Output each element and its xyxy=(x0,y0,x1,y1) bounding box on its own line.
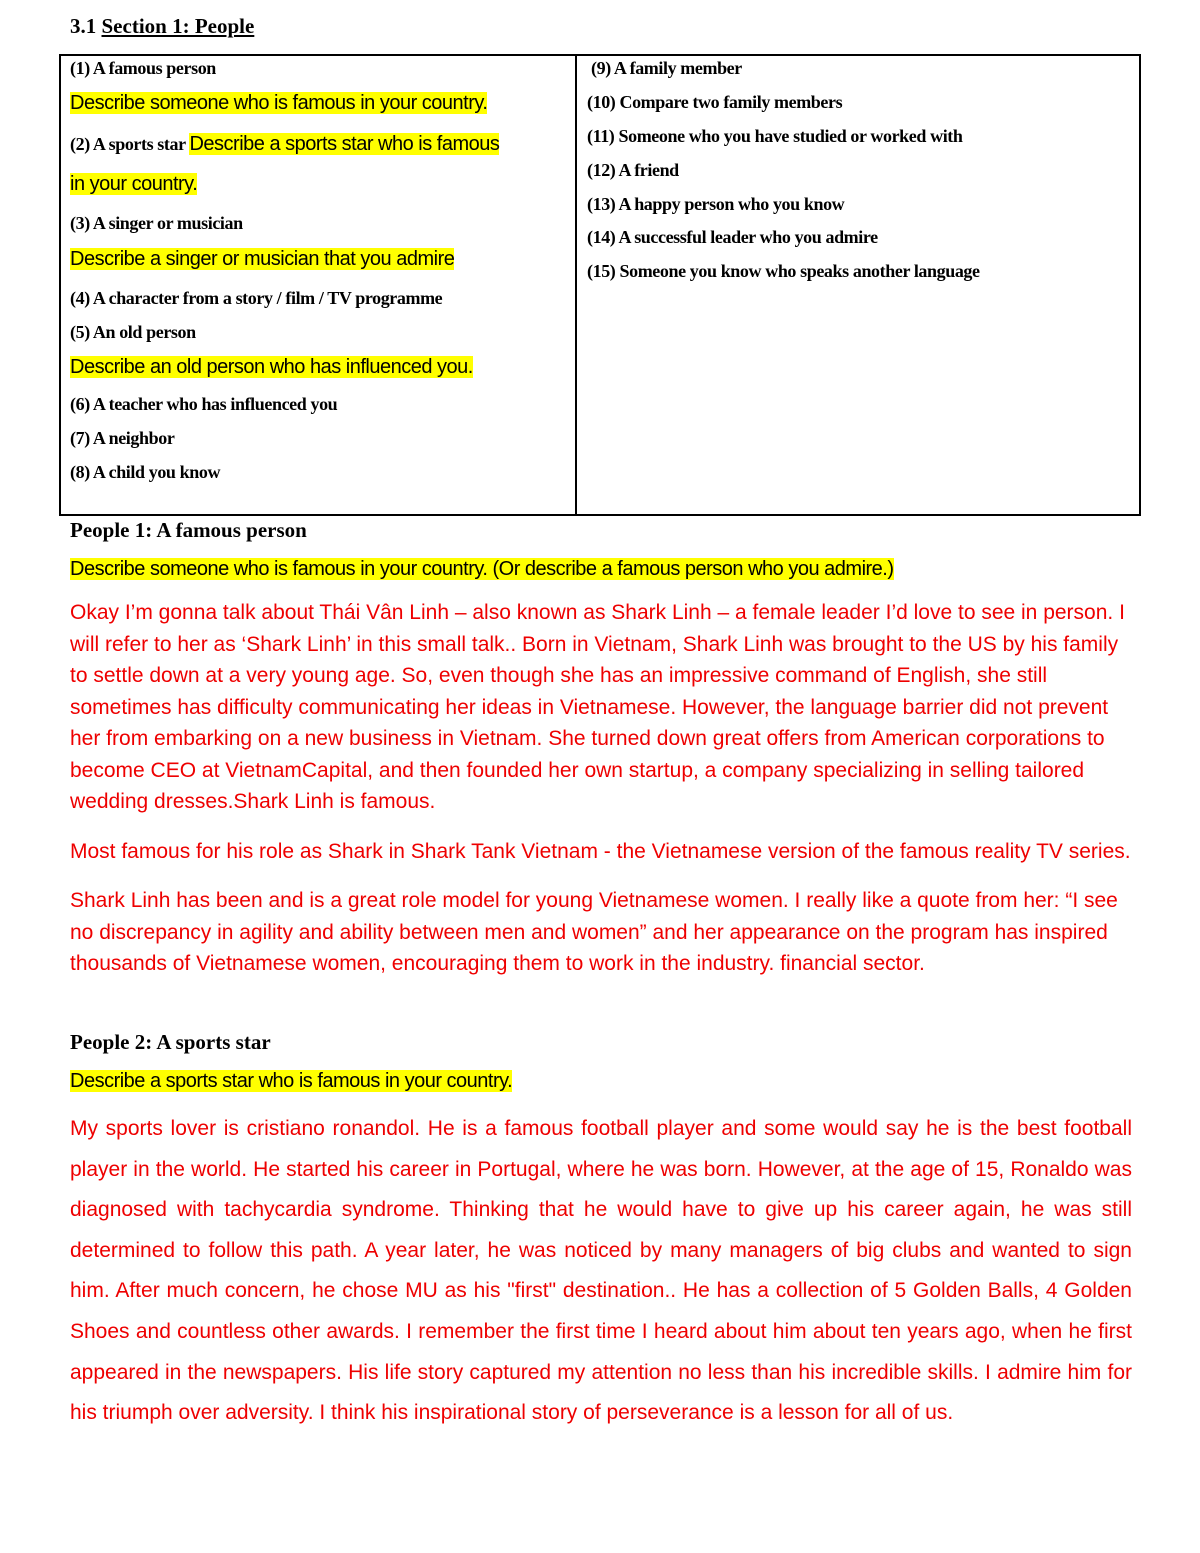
topic-item-12: (12) A friend xyxy=(587,160,679,180)
people-1-prompt: Describe someone who is famous in your country. (Or describe a famous person who you admire.) xyxy=(70,558,894,580)
people-2-answer xyxy=(70,1109,1132,1434)
topic-item-1: (1) A famous person xyxy=(70,58,216,78)
topic-5-prompt: Describe an old person who has influenced you. xyxy=(70,356,473,378)
topic-item-9: (9) A family member xyxy=(591,58,742,78)
topic-item-14: (14) A successful leader who you admire xyxy=(587,227,878,247)
table-column-divider xyxy=(575,56,577,514)
people-1-heading: People 1: A famous person xyxy=(70,518,307,542)
people-1-paragraph-1: Okay I’m gonna talk about Thái Vân Linh – also known as Shark Linh – a female leader I’d love to see in person. I will refer to her as ‘Shark Linh’ in this small talk.. Born in Vietnam, Shark Linh was brought to the US by his family to settle down at a very young age. So, even though she has an impressive command of English, she still sometimes has difficulty communicating her ideas in Vietnamese. However, the language barrier did not prevent her from embarking on a new business in Vietnam. She turned down great offers from American corporations to become CEO at VietnamCapital, and then founded her own startup, a company specializing in selling tailored wedding dresses.Shark Linh is famous. xyxy=(70,601,1125,813)
people-1-paragraph-3: Shark Linh has been and is a great role model for young Vietnamese women. I really like a quote from her: “I see no discrepancy in agility and ability between men and women” and her appearance on the program has inspired thousands of Vietnamese women, encouraging them to work in the industry. financial sector. xyxy=(70,889,1118,975)
topic-2-prompt-continued: in your country. xyxy=(70,173,198,195)
topic-1-prompt: Describe someone who is famous in your country. xyxy=(70,92,488,114)
topic-item-7: (7) A neighbor xyxy=(70,428,175,448)
people-1-paragraph-2: Most famous for his role as Shark in Shark Tank Vietnam - the Vietnamese version of the famous reality TV series. xyxy=(70,839,1131,863)
topics-table xyxy=(59,54,1141,516)
people-2-prompt: Describe a sports star who is famous in your country. xyxy=(70,1070,513,1092)
section-title: 3.1 Section 1: People xyxy=(70,14,255,38)
topic-item-11: (11) Someone who you have studied or worked with xyxy=(587,126,963,146)
topic-item-3: (3) A singer or musician xyxy=(70,213,243,233)
topic-3-prompt: Describe a singer or musician that you admire xyxy=(70,248,455,270)
people-2-heading: People 2: A sports star xyxy=(70,1030,271,1054)
topic-item-5: (5) An old person xyxy=(70,322,196,342)
topic-item-4: (4) A character from a story / film / TV programme xyxy=(70,288,443,308)
topic-item-15: (15) Someone you know who speaks another language xyxy=(587,261,980,281)
topic-item-8: (8) A child you know xyxy=(70,462,221,482)
topic-item-13: (13) A happy person who you know xyxy=(587,194,845,214)
people-1-answer xyxy=(70,597,1132,980)
people-2-paragraph-1: My sports lover is cristiano ronandol. He is a famous football player and some would say he is the best football player in the world. He started his career in Portugal, where he was born. However, at the age of 15, Ronaldo was diagnosed with tachycardia syndrome. Thinking that he would have to give up his career again, he was still determined to follow this path. A year later, he was noticed by many managers of big clubs and wanted to sign him. After much concern, he chose MU as his "first" destination.. He has a collection of 5 Golden Balls, 4 Golden Shoes and countless other awards. I remember the first time I heard about him about ten years ago, when he first appeared in the newspapers. His life story captured my attention no less than his incredible skills. I admire him for his triumph over adversity. I think his inspirational story of perseverance is a lesson for all of us. xyxy=(70,1117,1132,1425)
topic-item-6: (6) A teacher who has influenced you xyxy=(70,394,338,414)
topic-2-line: (2) A sports star Describe a sports star who is famous xyxy=(70,133,500,155)
topic-item-10: (10) Compare two family members xyxy=(587,92,843,112)
